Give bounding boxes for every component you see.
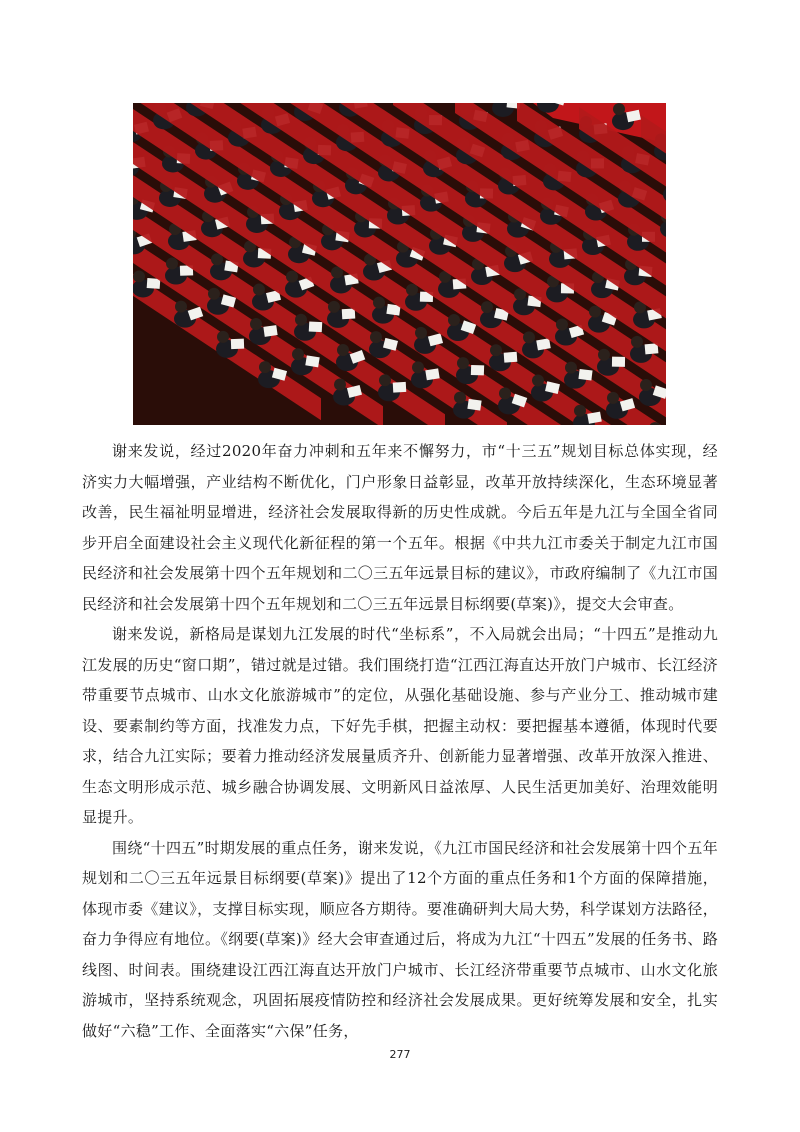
paragraph-3: 围绕“十四五”时期发展的重点任务，谢来发说，《九江市国民经济和社会发展第十四个五年规划和二〇三五年远景目标纲要(草案)》提出了12个方面的重点任务和1个方面的保障措施，体现市委《建议》，支撑目标实现，顺应各方期待。要准确研判大局大势，科学谋划方法路径，奋力争得应有地位。《纲要(草案)》经大会审查通过后，将成为九江“十四五”发展的任务书、路线图、时间表。围绕建设江西江海直达开放门户城市、长江经济带重要节点城市、山水文化旅游城市，坚持系统观念，巩固拓展疫情防控和经济社会发展成果。更好统筹发展和安全，扎实做好“六稳”工作、全面落实“六保”任务， — [82, 838, 718, 1040]
article-body — [82, 436, 718, 1046]
page-number: 277 — [389, 1048, 411, 1061]
assembly-hall-photo — [133, 103, 666, 425]
paragraph-1: 谢来发说，经过2020年奋力冲刺和五年来不懈努力，市“十三五”规划目标总体实现，经济实力大幅增强，产业结构不断优化，门户形象日益彰显，改革开放持续深化，生态环境显著改善，民生福祉明显增进，经济社会发展取得新的历史性成就。今后五年是九江与全国全省同步开启全面建设社会主义现代化新征程的第一个五年。根据《中共九江市委关于制定九江市国民经济和社会发展第十四个五年规划和二〇三五年远景目标的建议》，市政府编制了《九江市国民经济和社会发展第十四个五年规划和二〇三五年远景目标纲要(草案)》，提交大会审查。 — [82, 442, 718, 613]
paragraph-2: 谢来发说，新格局是谋划九江发展的时代“坐标系”，不入局就会出局；“十四五”是推动九江发展的历史“窗口期”，错过就是过错。我们围绕打造“江西江海直达开放门户城市、长江经济带重要节点城市、山水文化旅游城市”的定位，从强化基础设施、参与产业分工、推动城市建设、要素制约等方面，找准发力点，下好先手棋，把握主动权：要把握基本遵循，体现时代要求，结合九江实际；要着力推动经济发展量质齐升、创新能力显著增强、改革开放深入推进、生态文明形成示范、城乡融合协调发展、文明新风日益浓厚、人民生活更加美好、治理效能明显提升。 — [82, 625, 718, 826]
assembly-hall-illustration — [133, 103, 666, 425]
